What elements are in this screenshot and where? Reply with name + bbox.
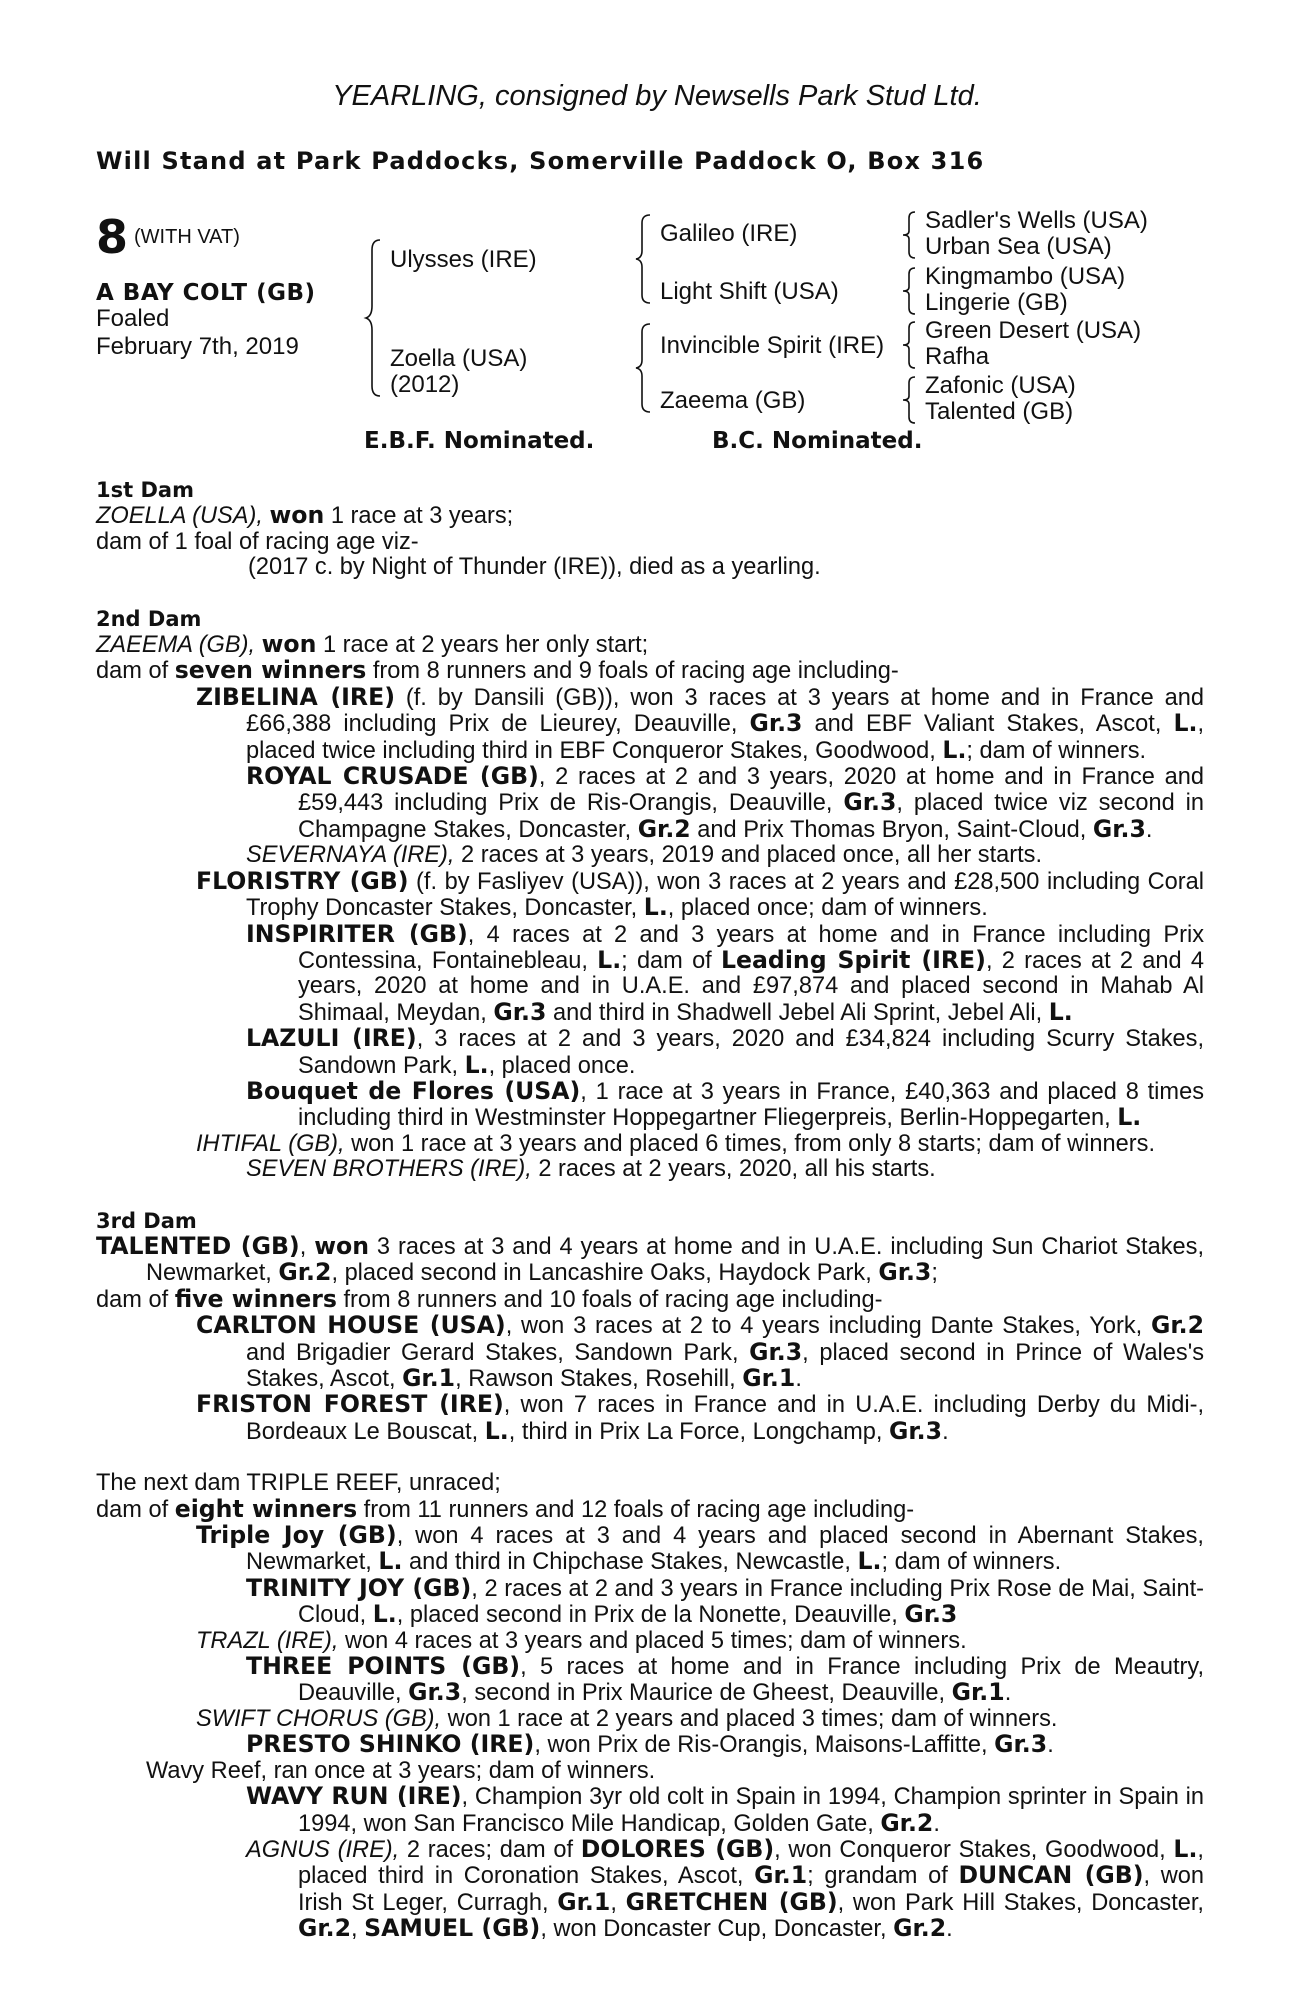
- pedigree-sire-sire: Galileo (IRE): [660, 220, 798, 247]
- third-dam-line1: TALENTED (GB), won 3 races at 3 and 4 years at home and in U.A.E. including Sun Chariot Stakes, Newmarket, Gr.2, placed second in Lancashire Oaks, Haydock Park, Gr.3;: [96, 1231, 1204, 1287]
- entry-zibelina: ZIBELINA (IRE) (f. by Dansili (GB)), won 3 races at 3 years at home and in France and £66,388 including Prix de Lieurey, Deauville, Gr.3 and EBF Valiant Stakes, Ascot, L., placed twice including third in EBF Conqueror Stakes, Goodwood, L.; dam of winners.: [196, 682, 1204, 764]
- third-dam-heading: 3rd Dam: [96, 1208, 197, 1233]
- pedigree-ssd: Urban Sea (USA): [925, 233, 1112, 260]
- entry-floristry: FLORISTRY (GB) (f. by Fasliyev (USA)), won 3 races at 2 years and £28,500 including Coral Trophy Doncaster Stakes, Doncaster, L., placed once; dam of winners.: [196, 866, 1205, 922]
- first-dam-line3: (2017 c. by Night of Thunder (IRE)), died as a yearling.: [248, 554, 821, 581]
- horse-name: A BAY COLT (GB): [96, 280, 316, 306]
- second-dam-produce-summary: dam of seven winners from 8 runners and 9 foals of racing age including-: [96, 656, 899, 685]
- entry-royal-crusade: ROYAL CRUSADE (GB), 2 races at 2 and 3 years, 2020 at home and in France and £59,443 including Prix de Ris-Orangis, Deauville, Gr.3, placed twice viz second in Champagne Stakes, Doncaster, Gr.2 and Prix Thomas Bryon, Saint-Cloud, Gr.3.: [246, 762, 1205, 843]
- family-record: [96, 478, 1204, 1943]
- vat-note: (WITH VAT): [134, 225, 240, 248]
- second-dam-line1: ZAEEMA (GB), won 1 race at 2 years her only start;: [96, 630, 649, 659]
- foaled-date: February 7th, 2019: [96, 333, 299, 360]
- pedigree-ddd: Talented (GB): [925, 398, 1074, 425]
- consignment-line: YEARLING, consigned by Newsells Park Stud Ltd.: [332, 80, 982, 112]
- first-dam-heading: 1st Dam: [96, 478, 194, 502]
- pedigree-sdd: Lingerie (GB): [925, 289, 1068, 316]
- entry-trinity-joy: TRINITY JOY (GB), 2 races at 2 and 3 years in France including Prix Rose de Mai, Saint-Cloud, L., placed second in Prix de la Nonette, Deauville, Gr.3: [246, 1573, 1204, 1629]
- entry-lazuli: LAZULI (IRE), 3 races at 2 and 3 years, 2020 and £34,824 including Scurry Stakes, Sandown Park, L., placed once.: [246, 1024, 1204, 1079]
- entry-wavy-run: WAVY RUN (IRE), Champion 3yr old colt in Spain in 1994, Champion sprinter in Spain in 1994, won San Francisco Mile Handicap, Golden Gate, Gr.2.: [246, 1782, 1204, 1837]
- entry-presto-shinko: PRESTO SHINKO (IRE), won Prix de Ris-Orangis, Maisons-Laffitte, Gr.3.: [246, 1730, 1054, 1759]
- first-dam-line1: ZOELLA (USA), won 1 race at 3 years;: [96, 501, 514, 530]
- pedigree-dam-dam: Zaeema (GB): [660, 387, 806, 414]
- entry-trazl: TRAZL (IRE), won 4 races at 3 years and placed 5 times; dam of winners.: [196, 1627, 967, 1654]
- foaled-info: [96, 305, 299, 361]
- entry-inspiriter: INSPIRITER (GB), 4 races at 2 and 3 years at home and in France including Prix Contessina, Fontainebleau, L.; dam of Leading Spirit (IRE), 2 races at 2 and 4 years, 2020 at home and in U.A.E. and £97,874 and placed second in Mahab Al Shimaal, Meydan, Gr.3 and third in Shadwell Jebel Ali Sprint, Jebel Ali, L.: [246, 919, 1204, 1026]
- pedigree-sire: Ulysses (IRE): [390, 246, 537, 273]
- pedigree-sss: Sadler's Wells (USA): [925, 207, 1148, 234]
- pedigree-bracket-sire: [636, 213, 656, 305]
- pedigree-dss: Green Desert (USA): [925, 317, 1142, 344]
- entry-wavy-reef: Wavy Reef, ran once at 3 years; dam of winners.: [146, 1757, 656, 1784]
- pedigree-dam: Zoella (USA): [390, 345, 528, 372]
- pedigree-bracket-sd: [903, 266, 919, 316]
- ebf-nominated: E.B.F. Nominated.: [364, 428, 595, 454]
- pedigree-dam-year: (2012): [390, 371, 460, 398]
- third-dam-produce-summary: dam of five winners from 8 runners and 10 foals of racing age including-: [96, 1284, 883, 1313]
- pedigree-bracket-dd: [903, 375, 919, 425]
- entry-friston-forest: FRISTON FOREST (IRE), won 7 races in France and in U.A.E. including Derby du Midi-, Bordeaux Le Bouscat, L., third in Prix La Force, Longchamp, Gr.3.: [196, 1390, 1204, 1445]
- entry-three-points: THREE POINTS (GB), 5 races at home and in France including Prix de Meautry, Deauville, Gr.3, second in Prix Maurice de Gheest, Deauville, Gr.1.: [246, 1652, 1205, 1707]
- pedigree-dds: Zafonic (USA): [925, 372, 1076, 399]
- entry-severnaya: SEVERNAYA (IRE), 2 races at 3 years, 2019 and placed once, all her starts.: [246, 842, 1043, 869]
- lot-number-block: [96, 210, 240, 264]
- pedigree-bracket-ds: [903, 320, 919, 370]
- second-dam-heading: 2nd Dam: [96, 606, 202, 631]
- first-dam-line2: dam of 1 foal of racing age viz-: [96, 528, 419, 555]
- entry-triple-joy: Triple Joy (GB), won 4 races at 3 and 4 years and placed second in Abernant Stakes, Newmarket, L. and third in Chipchase Stakes, Newcastle, L.; dam of winners.: [196, 1521, 1204, 1576]
- pedigree-bracket-parents: [366, 238, 386, 398]
- entry-bouquet-de-flores: Bouquet de Flores (USA), 1 race at 3 years in France, £40,363 and placed 8 times including third in Westminster Hoppegartner Fliegerpreis, Berlin-Hoppegarten, L.: [246, 1076, 1204, 1132]
- entry-agnus: AGNUS (IRE), 2 races; dam of DOLORES (GB), won Conqueror Stakes, Goodwood, L., placed third in Coronation Stakes, Ascot, Gr.1; grandam of DUNCAN (GB), won Irish St Leger, Curragh, Gr.1, GRETCHEN (GB), won Park Hill Stakes, Doncaster, Gr.2, SAMUEL (GB), won Doncaster Cup, Doncaster, Gr.2.: [246, 1834, 1204, 1943]
- entry-carlton-house: CARLTON HOUSE (USA), won 3 races at 2 to 4 years including Dante Stakes, York, Gr.2 and Brigadier Gerard Stakes, Sandown Park, Gr.3, placed second in Prince of Wales's Stakes, Ascot, Gr.1, Rawson Stakes, Rosehill, Gr.1.: [196, 1311, 1205, 1392]
- lot-number: 8: [96, 210, 129, 264]
- bc-nominated: B.C. Nominated.: [712, 428, 923, 454]
- pedigree-sds: Kingmambo (USA): [925, 263, 1126, 290]
- next-dam-produce-summary: dam of eight winners from 11 runners and 12 foals of racing age including-: [96, 1494, 915, 1523]
- foaled-label: Foaled: [96, 305, 170, 332]
- entry-swift-chorus: SWIFT CHORUS (GB), won 1 race at 2 years and placed 3 times; dam of winners.: [196, 1705, 1058, 1732]
- entry-seven-brothers: SEVEN BROTHERS (IRE), 2 races at 2 years, 2020, all his starts.: [246, 1156, 936, 1183]
- next-dam-line1: The next dam TRIPLE REEF, unraced;: [96, 1470, 501, 1497]
- pedigree-sire-dam: Light Shift (USA): [660, 278, 839, 305]
- stand-location: Will Stand at Park Paddocks, Somerville Paddock O, Box 316: [96, 147, 985, 175]
- pedigree-bracket-ss: [903, 210, 919, 260]
- entry-ihtifal: IHTIFAL (GB), won 1 race at 3 years and placed 6 times, from only 8 starts; dam of winners.: [196, 1130, 1156, 1157]
- pedigree-dam-sire: Invincible Spirit (IRE): [660, 332, 885, 359]
- pedigree-dsd: Rafha: [925, 343, 990, 370]
- pedigree-bracket-dam: [636, 322, 656, 414]
